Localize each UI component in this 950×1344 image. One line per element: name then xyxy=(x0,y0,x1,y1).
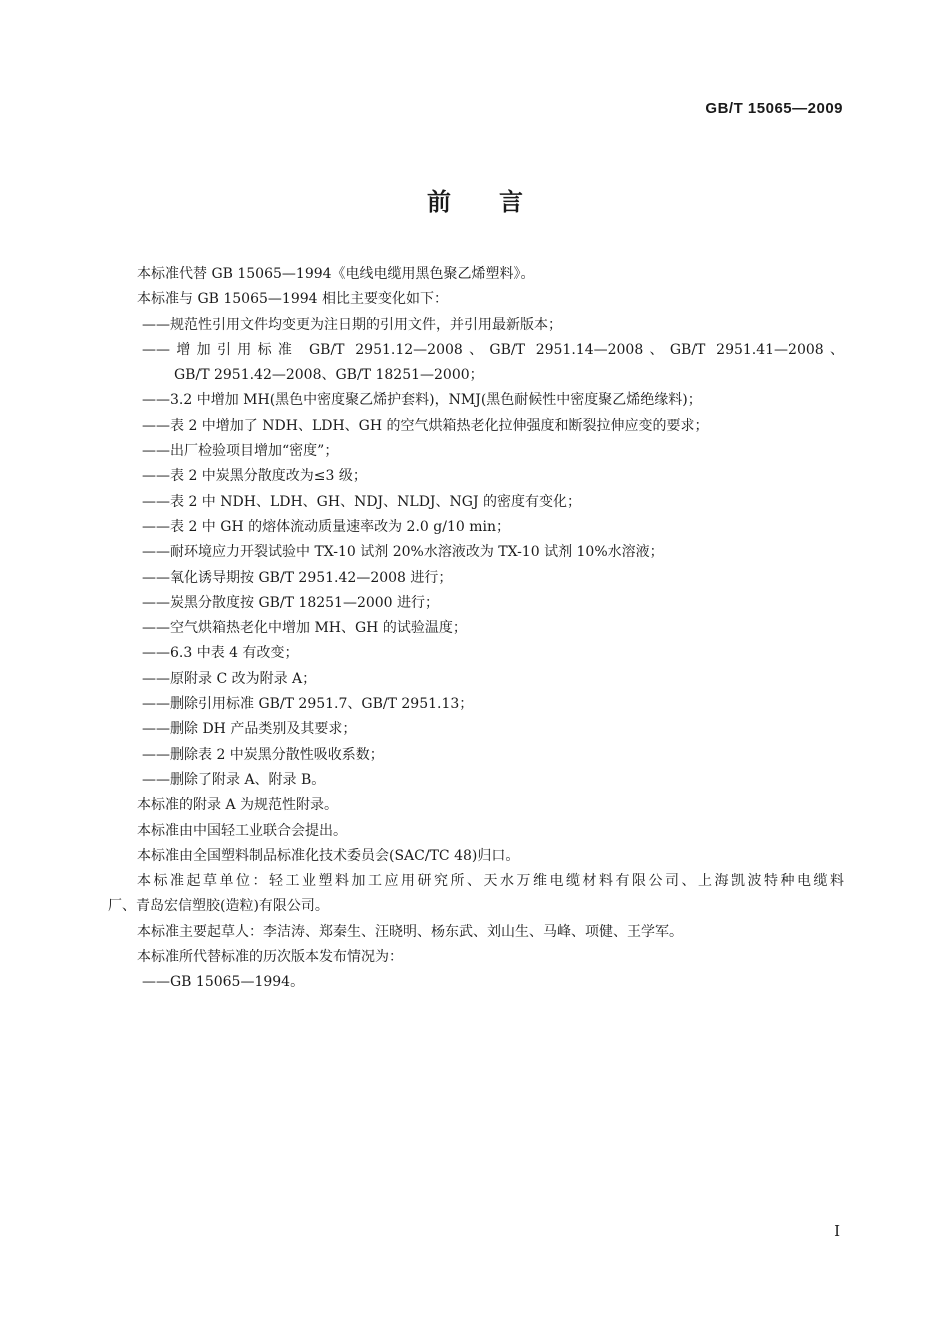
list-item: ——耐环境应力开裂试验中 TX-10 试剂 20%水溶液改为 TX-10 试剂 10%水溶液； xyxy=(142,544,664,561)
list-item-continuation: GB/T 2951.42—2008、GB/T 18251—2000； xyxy=(174,367,484,384)
list-item: ——规范性引用文件均变更为注日期的引用文件，并引用最新版本； xyxy=(142,316,562,333)
list-item: ——删除引用标准 GB/T 2951.7、GB/T 2951.13； xyxy=(142,696,474,713)
list-item: ——删除了附录 A、附录 B。 xyxy=(142,771,326,788)
list-item: ——GB 15065—1994。 xyxy=(142,974,305,991)
paragraph: 本标准起草单位：轻工业塑料加工应用研究所、天水万维电缆材料有限公司、上海凯波特种电缆料 xyxy=(137,873,844,890)
paragraph: 本标准与 GB 15065—1994 相比主要变化如下： xyxy=(137,291,448,308)
list-item: ——空气烘箱热老化中增加 MH、GH 的试验温度； xyxy=(142,620,467,637)
list-item: ——出厂检验项目增加“密度”； xyxy=(142,443,339,460)
list-item: ——删除 DH 产品类别及其要求； xyxy=(142,721,357,738)
list-item: ——表 2 中 NDH、LDH、GH、NDJ、NLDJ、NGJ 的密度有变化； xyxy=(142,493,582,510)
document-body xyxy=(108,262,844,996)
list-item: ——3.2 中增加 MH(黑色中密度聚乙烯护套料)，NMJ(黑色耐候性中密度聚乙烯绝缘料)； xyxy=(142,392,702,409)
list-item: ——增加引用标准 GB/T 2951.12—2008、GB/T 2951.14—2008、GB/T 2951.41—2008、 xyxy=(142,341,844,358)
list-item: ——6.3 中表 4 有改变； xyxy=(142,645,299,662)
list-item: ——炭黑分散度按 GB/T 18251—2000 进行； xyxy=(142,594,440,611)
page-title: 前言 xyxy=(427,188,571,216)
list-item: ——表 2 中炭黑分散度改为≤3 级； xyxy=(142,468,367,485)
standard-code: GB/T 15065—2009 xyxy=(705,100,843,117)
page-number: I xyxy=(834,1222,840,1240)
list-item: ——表 2 中 GH 的熔体流动质量速率改为 2.0 g/10 min； xyxy=(142,518,510,535)
list-item: ——表 2 中增加了 NDH、LDH、GH 的空气烘箱热老化拉伸强度和断裂拉伸应变的要求； xyxy=(142,417,709,434)
paragraph: 本标准所代替标准的历次版本发布情况为： xyxy=(137,949,403,966)
paragraph-continuation: 厂、青岛宏信塑胶(造粒)有限公司。 xyxy=(108,898,329,915)
list-item: ——原附录 C 改为附录 A； xyxy=(142,670,317,687)
paragraph: 本标准主要起草人：李洁涛、郑秦生、汪晓明、杨东武、刘山生、马峰、项健、王学军。 xyxy=(137,923,683,940)
paragraph: 本标准由全国塑料制品标准化技术委员会(SAC/TC 48)归口。 xyxy=(137,847,520,864)
paragraph: 本标准代替 GB 15065—1994《电线电缆用黑色聚乙烯塑料》。 xyxy=(137,266,535,282)
list-item: ——氧化诱导期按 GB/T 2951.42—2008 进行； xyxy=(142,569,453,586)
list-item: ——删除表 2 中炭黑分散性吸收系数； xyxy=(142,746,384,763)
paragraph: 本标准的附录 A 为规范性附录。 xyxy=(137,797,339,814)
paragraph: 本标准由中国轻工业联合会提出。 xyxy=(137,822,347,839)
